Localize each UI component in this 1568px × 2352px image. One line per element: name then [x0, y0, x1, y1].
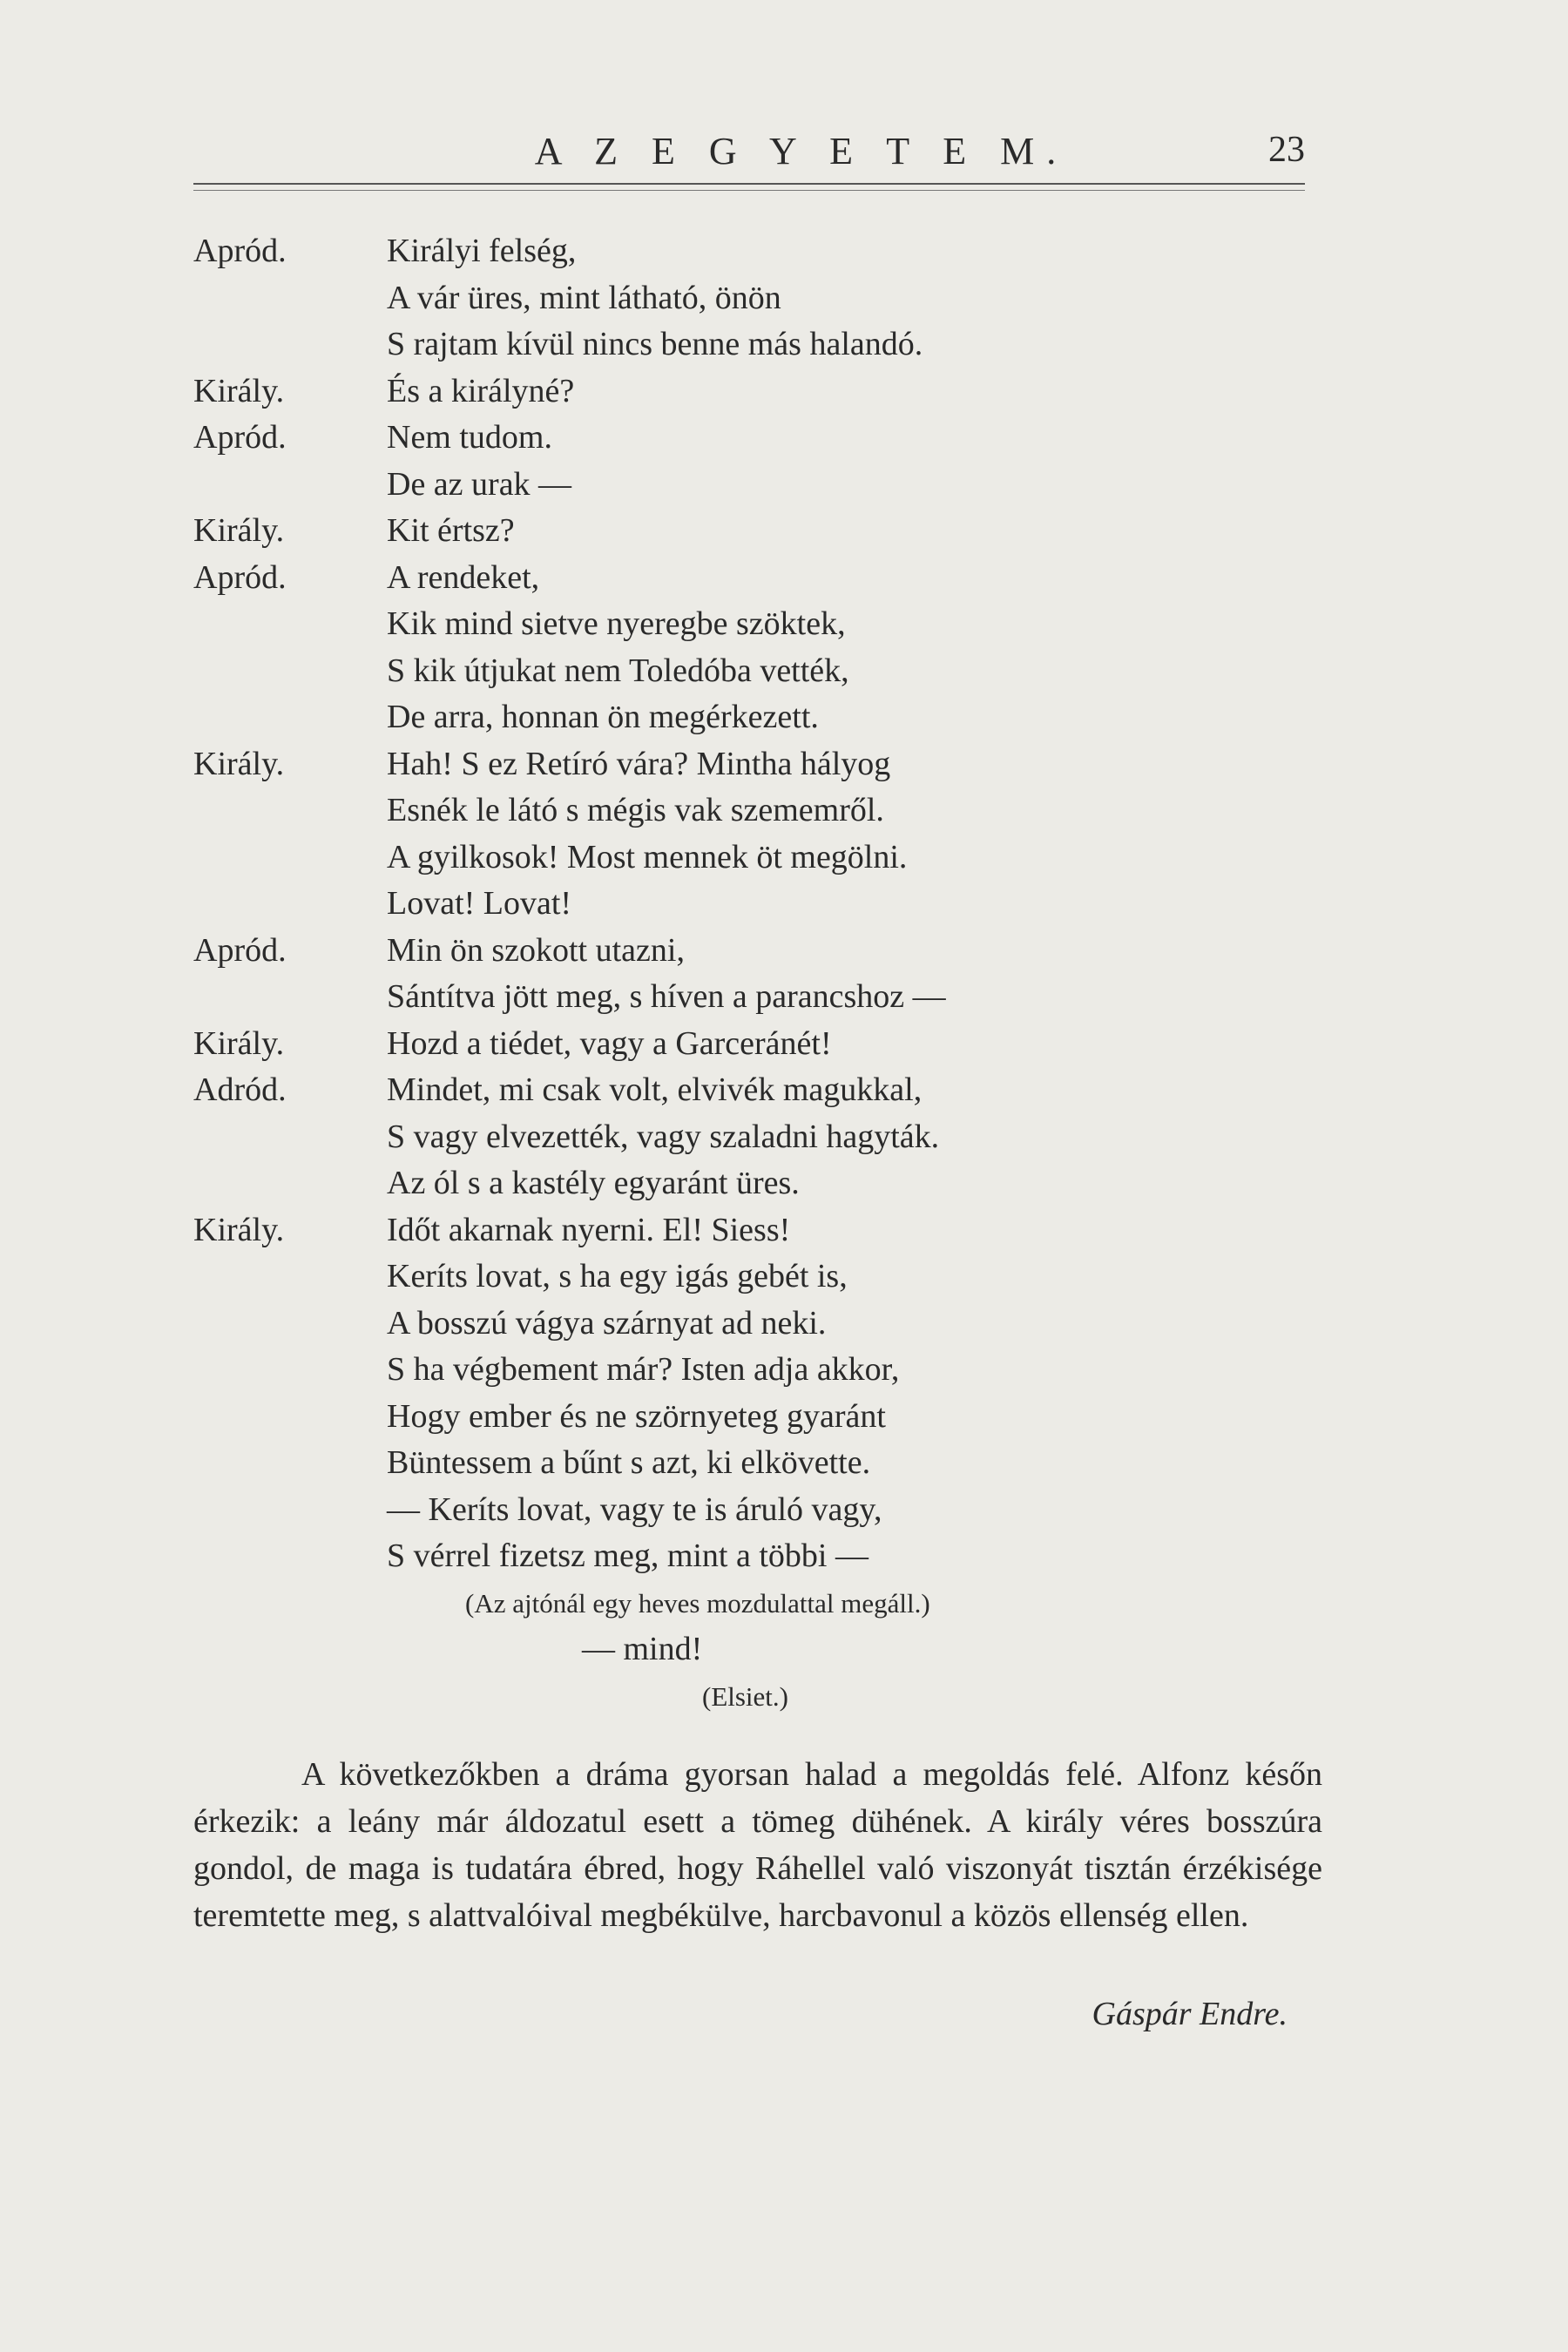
verse-text: Keríts lovat, s ha egy igás gebét is,	[387, 1258, 848, 1294]
dialogue-line	[193, 1160, 1326, 1207]
verse-end-line	[193, 1626, 1326, 1673]
prose-paragraph: A következőkben a dráma gyorsan halad a megoldás felé. Alfonz későn érkezik: a leány már áldozatul esett a tömeg dühének. A király véres bosszúra gondol, de maga is tudatára ébred, hogy Ráhellel való viszonyát tisztán érzékisége teremtette meg, s alattvalóival megbékülve, harcbavonul a közös ellenség ellen.	[193, 1756, 1322, 1934]
verse-text: De arra, honnan ön megérkezett.	[387, 699, 819, 735]
dialogue-line	[193, 321, 1326, 368]
dialogue	[193, 228, 1326, 1720]
verse-text: Királyi felség,	[387, 233, 577, 269]
header-rule-thin	[193, 190, 1305, 191]
verse-text: A rendeket,	[387, 558, 540, 596]
verse-text: A bosszú vágya szárnyat ad neki.	[387, 1304, 827, 1342]
verse-text: Az ól s a kastély egyaránt üres.	[387, 1165, 800, 1201]
dialogue-line	[193, 368, 1326, 416]
verse-text: S vagy elvezették, vagy szaladni hagyták.	[387, 1118, 940, 1155]
dialogue-line	[193, 974, 1326, 1021]
stage-direction-line	[193, 1580, 1326, 1627]
verse-text: Hozd a tiédet, vagy a Garceránét!	[387, 1024, 832, 1062]
verse-text: De az urak —	[387, 465, 572, 503]
stage-direction-line	[193, 1673, 1326, 1720]
verse-text: A vár üres, mint látható, önön	[387, 279, 781, 316]
verse-text: Kit értsz?	[387, 512, 515, 549]
verse-text: A gyilkosok! Most mennek öt megölni.	[387, 838, 908, 875]
dialogue-line	[193, 601, 1326, 648]
dialogue-line	[193, 1440, 1326, 1487]
verse-text: Hogy ember és ne szörnyeteg gyaránt	[387, 1397, 886, 1435]
dialogue-line	[193, 275, 1326, 322]
verse-text: — mind!	[582, 1631, 703, 1667]
dialogue-line	[193, 1021, 1326, 1068]
speaker-name: Apród.	[193, 931, 287, 969]
running-title: A Z E G Y E T E M.	[534, 130, 1069, 172]
dialogue-line	[193, 1067, 1326, 1114]
dialogue-line	[193, 1347, 1326, 1394]
speaker-name: Apród.	[193, 558, 287, 596]
page-number: 23	[1268, 130, 1305, 170]
header-rule	[193, 183, 1305, 185]
dialogue-line	[193, 508, 1326, 555]
speaker-name: Király.	[193, 372, 285, 409]
dialogue-line	[193, 1487, 1326, 1534]
dialogue-line	[193, 1394, 1326, 1441]
verse-text: Min ön szokott utazni,	[387, 931, 685, 969]
verse-text: Sántítva jött meg, s híven a parancshoz —	[387, 978, 946, 1015]
verse-text: Időt akarnak nyerni. El! Siess!	[387, 1211, 791, 1248]
stage-direction: (Elsiet.)	[702, 1680, 788, 1712]
dialogue-line	[193, 1207, 1326, 1254]
verse-text: — Keríts lovat, vagy te is áruló vagy,	[387, 1490, 882, 1528]
stage-direction: (Az ajtónál egy heves mozdulattal megáll.)	[465, 1587, 930, 1619]
speaker-name: Király.	[193, 1211, 285, 1248]
verse-text: Hah! S ez Retíró vára? Mintha hályog	[387, 745, 891, 782]
verse-text: Mindet, mi csak volt, elvivék magukkal,	[387, 1071, 923, 1108]
dialogue-line	[193, 1301, 1326, 1348]
dialogue-line	[193, 881, 1326, 928]
verse-text: És a királyné?	[387, 372, 575, 409]
dialogue-line	[193, 462, 1326, 509]
speaker-name: Apród.	[193, 419, 287, 456]
dialogue-line	[193, 928, 1326, 975]
dialogue-line	[193, 415, 1326, 462]
speaker-name: Király.	[193, 512, 285, 549]
verse-text: Esnék le látó s mégis vak szememről.	[387, 792, 884, 828]
dialogue-line	[193, 741, 1326, 788]
dialogue-line	[193, 694, 1326, 741]
dialogue-line	[193, 787, 1326, 835]
dialogue-line	[193, 1533, 1326, 1580]
verse-text: S ha végbement már? Isten adja akkor,	[387, 1351, 900, 1388]
verse-text: S rajtam kívül nincs benne más halandó.	[387, 326, 923, 362]
verse-text: Nem tudom.	[387, 419, 552, 456]
author-signature: Gáspár Endre.	[1092, 1996, 1288, 2032]
speaker-name: Apród.	[193, 233, 287, 269]
dialogue-line	[193, 1254, 1326, 1301]
verse-text: Lovat! Lovat!	[387, 885, 572, 922]
verse-text: Kik mind sietve nyeregbe szöktek,	[387, 605, 846, 642]
dialogue-line	[193, 648, 1326, 695]
verse-text: S vérrel fizetsz meg, mint a többi —	[387, 1538, 868, 1574]
dialogue-line	[193, 555, 1326, 602]
speaker-name: Király.	[193, 745, 285, 782]
dialogue-line	[193, 1114, 1326, 1161]
speaker-name: Adród.	[193, 1071, 287, 1108]
dialogue-line	[193, 835, 1326, 882]
verse-text: Büntessem a bűnt s azt, ki elkövette.	[387, 1444, 871, 1481]
speaker-name: Király.	[193, 1024, 285, 1062]
dialogue-line	[193, 228, 1326, 275]
verse-text: S kik útjukat nem Toledóba vették,	[387, 652, 849, 689]
